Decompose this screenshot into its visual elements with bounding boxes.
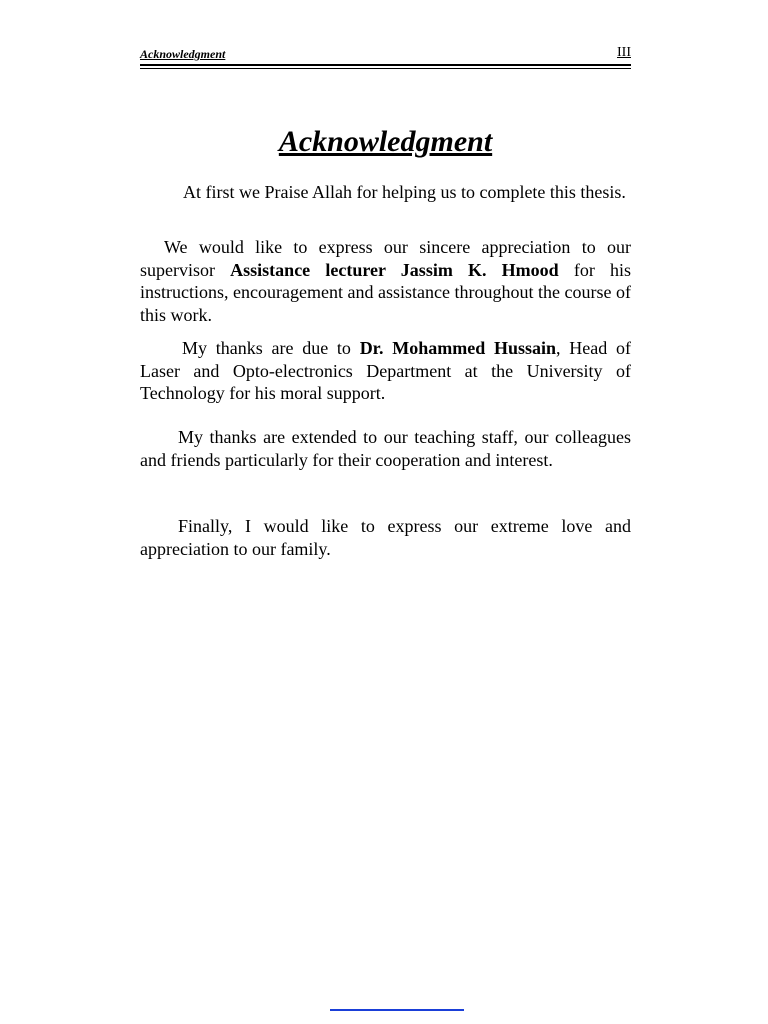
paragraph-text: Finally, I would like to express our extreme love and appreciation to our family. [140,516,631,559]
paragraph-text: At first we Praise Allah for helping us to complete this thesis. [183,182,626,202]
paragraph-text: We would like to express our sincere appreciation to our supervisor [140,237,631,280]
paragraph-text: for his instructions, encouragement and assistance throughout the course of this work. [140,259,632,325]
paragraph-praise [140,181,631,204]
paragraph-text: My thanks are due to [182,338,360,358]
paragraph-family [140,515,631,560]
paragraph-staff [140,426,631,471]
page-number: III [617,45,631,60]
supervisor-name: Assistance lecturer Jassim K. Hmood [230,259,559,280]
head-of-department-name: Dr. Mohammed Hussain [359,338,557,358]
running-header-title: Acknowledgment [140,47,226,61]
paragraph-supervisor [140,236,631,326]
paragraph-head-of-department [140,337,631,405]
paragraph-text: My thanks are extended to our teaching staff, our colleagues and friends particularly for their cooperation and interest. [140,427,631,470]
footer-rule [330,1009,464,1011]
running-header [140,44,631,66]
page-title: Acknowledgment [278,125,493,158]
paragraph-text: , Head of Laser and Opto-electronics Department at the University of Technology for his moral support. [140,338,631,404]
